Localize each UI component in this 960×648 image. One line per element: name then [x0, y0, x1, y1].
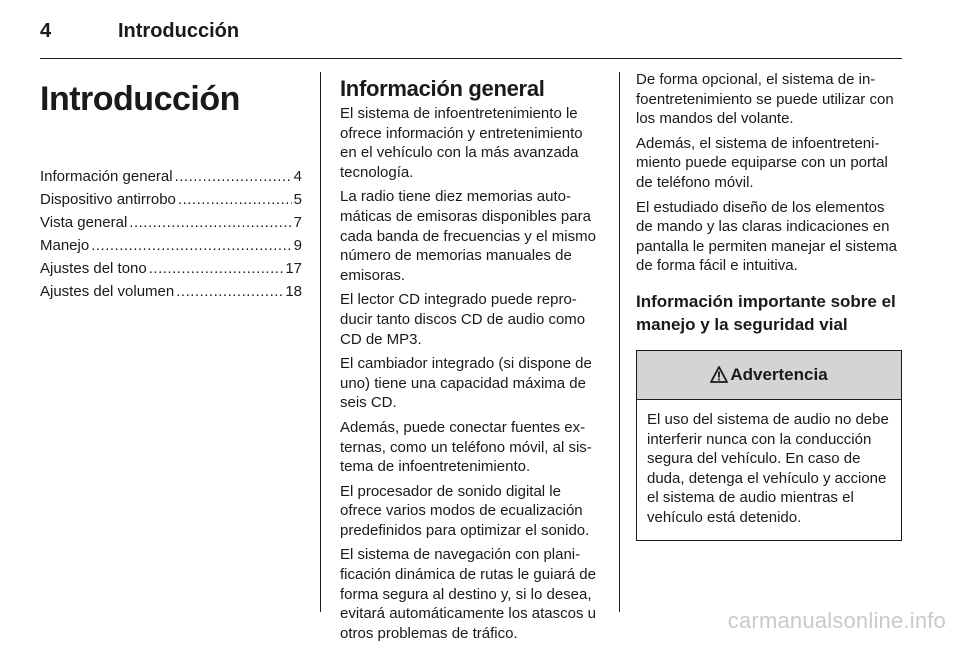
- toc-leader: [178, 188, 292, 211]
- paragraph: El sistema de infoentretenimiento le ofrece información y entretenimiento en el vehículo con la más avanzada tecnología.: [340, 105, 583, 181]
- toc-entry-page: 17: [285, 260, 302, 277]
- subsection-title: Información importante sobre el manejo y la seguridad vial: [636, 291, 896, 334]
- toc-leader: [91, 234, 291, 257]
- toc-entry[interactable]: [40, 257, 302, 280]
- table-of-contents: [40, 165, 302, 303]
- toc-leader: [175, 165, 292, 188]
- page-header: [40, 18, 902, 59]
- paragraph: El sistema de navegación con planificación dinámica de rutas le guiará de forma segura al destino y, si lo desea, evitará automáticamente los atascos u otros problemas de tráfico.: [340, 546, 596, 642]
- general-info-column: [340, 70, 602, 648]
- toc-entry-title: Información general: [40, 168, 173, 185]
- toc-entry-title: Ajustes del tono: [40, 260, 147, 277]
- toc-entry-page: 9: [293, 237, 302, 254]
- toc-entry-title: Dispositivo antirrobo: [40, 191, 176, 208]
- paragraph: El cambiador integrado (si dispone de uno) tiene una capacidad máxima de seis CD.: [340, 355, 592, 412]
- toc-leader: [129, 211, 291, 234]
- toc-entry[interactable]: [40, 234, 302, 257]
- toc-column: [40, 70, 302, 303]
- chapter-title: Introducción: [40, 80, 240, 118]
- watermark: carmanualsonline.info: [727, 608, 946, 633]
- section-title: Información general: [340, 76, 545, 101]
- toc-entry-page: 4: [293, 168, 302, 185]
- toc-entry[interactable]: [40, 165, 302, 188]
- toc-entry-title: Ajustes del volumen: [40, 283, 175, 300]
- toc-entry[interactable]: [40, 211, 302, 234]
- toc-entry-title: Manejo: [40, 237, 90, 254]
- running-title: Introducción: [118, 20, 240, 42]
- paragraph: Además, puede conectar fuentes externas, como un teléfono móvil, al sistema de infoentretenimiento.: [340, 418, 592, 476]
- paragraph: La radio tiene diez memorias automáticas de emisoras disponibles para cada banda de frecuencias y el mismo número de memorias manuales de emisoras.: [340, 188, 596, 284]
- column-divider: [320, 72, 321, 612]
- paragraph: El estudiado diseño de los elementos de mando y las claras indicaciones en pantalla le permiten manejar el sistema de forma fácil e intuitiva.: [636, 198, 897, 275]
- column-divider: [619, 72, 620, 612]
- toc-entry-page: 7: [293, 214, 302, 231]
- paragraph: De forma opcional, el sistema de infoentretenimiento se puede utilizar con los mandos del volante.: [636, 71, 894, 128]
- third-column: [636, 70, 901, 541]
- paragraph: El procesador de sonido digital le ofrece varios modos de ecualización predefinidos para optimizar el sonido.: [340, 482, 590, 539]
- warning-text: El uso del sistema de audio no debe interferir nunca con la conducción segura del vehículo. En caso de duda, detenga el vehículo y accione el sistema de audio mientras el vehículo está detenido.: [647, 410, 889, 526]
- toc-entry-page: 5: [293, 191, 302, 208]
- toc-leader: [149, 257, 284, 280]
- toc-entry-page: 18: [285, 283, 302, 300]
- warning-triangle-icon: [710, 366, 728, 383]
- paragraph: Además, el sistema de infoentretenimiento puede equiparse con un portal de teléfono móvil.: [636, 134, 888, 191]
- toc-entry[interactable]: [40, 280, 302, 303]
- page-number: 4: [40, 20, 52, 42]
- toc-leader: [176, 280, 283, 303]
- toc-entry[interactable]: [40, 188, 302, 211]
- warning-box: [636, 350, 902, 541]
- warning-label: Advertencia: [730, 364, 828, 384]
- toc-entry-title: Vista general: [40, 214, 128, 231]
- paragraph: El lector CD integrado puede reproducir tanto discos CD de audio como CD de MP3.: [340, 291, 586, 348]
- warning-header: [637, 351, 901, 400]
